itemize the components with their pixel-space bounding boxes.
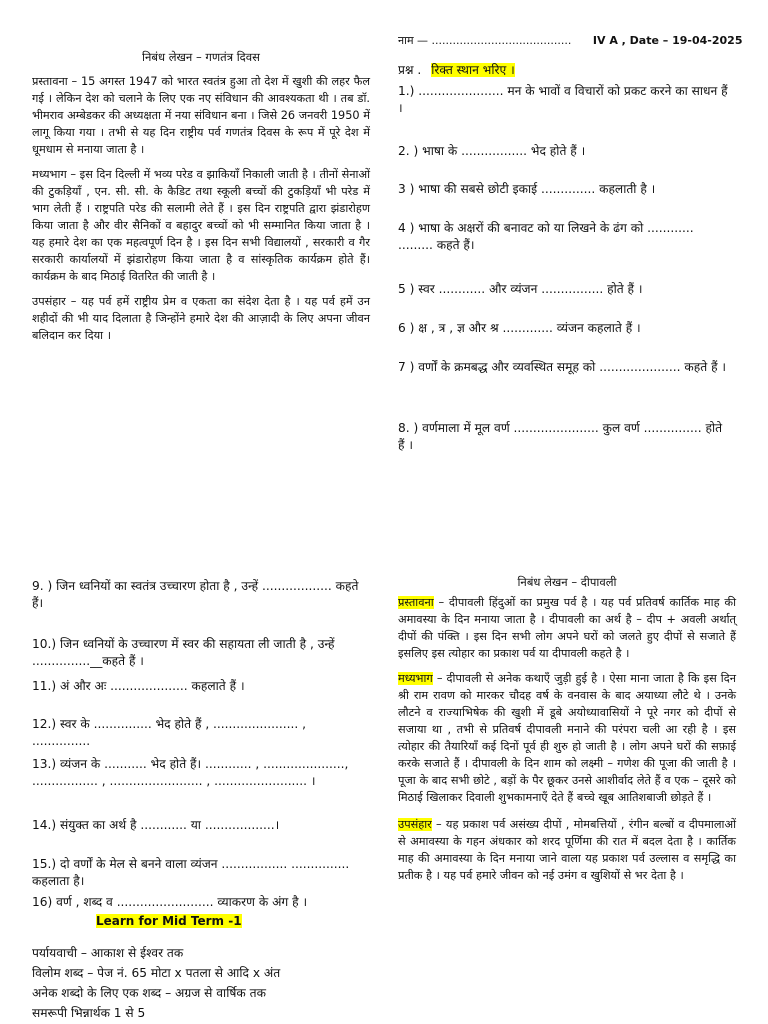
essay-republic-day [32, 50, 370, 344]
essay1-middle: मध्यभाग – इस दिन दिल्ली में भव्य परेड व झाकियाँ निकाली जाती है । तीनों सेनाओं की टुकड़ियाँ , एन. सी. सी. के कैडिट तथा स्कूली बच्चों की टुकड़ियाँ भी परेड में भाग लेती हैं । राष्ट्रपति परेड की सलामी लेते हैं । इस दिन राष्ट्रपति द्वारा झंडारोहण किया जाता है और वीर सैनिकों व बहादुर बच्चों को भी सम्मानित किया जाता है । यह हमारे देश का एक महत्वपूर्ण दिन है । इस दिन सभी विद्यालयों , सरकारी व गैर सरकारी कार्यालयों में झंडारोहण किया जाता है व सांस्कृतिक कार्यक्रम होते हैं। कार्यक्रम के बाद मिठाई वितरित की जाती है । [32, 168, 370, 283]
question-9: 9. ) जिन ध्वनियों का स्वतंत्र उच्चारण होता है , उन्हें .................. कहते हैं। [32, 579, 359, 610]
essay2-middle-label: मध्यभाग [398, 672, 433, 685]
class-date: IV A , Date – 19-04-2025 [592, 34, 743, 47]
question-12: 12.) स्वर के ............... भेद होते हैं , ...................... , ............... [32, 717, 307, 748]
essay2-conclusion-label: उपसंहार [398, 818, 432, 831]
question-11: 11.) अं और अः .................... कहलाते हैं । [32, 679, 245, 693]
header [398, 33, 758, 48]
question-6: 6 ) क्ष , त्र , ज्ञ और श्र ............. व्यंजन कहलाते हैं । [398, 321, 641, 335]
questions-heading [398, 62, 515, 79]
question-5: 5 ) स्वर ............ और व्यंजन ................ होते हैं । [398, 282, 643, 296]
mid-term-list [32, 943, 372, 1023]
mid-term-line: पर्यायवाची – आकाश से ईश्वर तक [32, 946, 184, 960]
question-16: 16) वर्ण , शब्द व ......................... व्याकरण के अंग है । [32, 895, 308, 909]
essay2-title: निबंध लेखन – दीपावली [517, 575, 617, 589]
essay1-conclusion: उपसंहार – यह पर्व हमें राष्ट्रीय प्रेम व एकता का संदेश देता है । यह पर्व हमें उन शहीदों की भी याद दिलाता है जिन्होंने हमारे देश की आज़ादी के लिए अपना जीवन बलिदान कर दिया । [32, 295, 370, 342]
name-line: नाम — ........................................ [398, 34, 572, 47]
question-4: 4 ) भाषा के अक्षरों की बनावट को या लिखने के ढंग को ............ ......... कहते हैं। [398, 221, 694, 252]
question-14: 14.) संयुक्त का अर्थ है ............ या ..................। [32, 818, 280, 832]
essay1-intro: प्रस्तावना – 15 अगस्त 1947 को भारत स्वतंत्र हुआ तो देश में खुशी की लहर फैल गई । लेकिन देश को चलाने के लिए एक नए संविधान की आवश्यकता थी । तब डॉ. भीमराव अम्बेडकर की अध्यक्षता में नया संविधान बना । जिसे 26 जनवरी 1950 में लागू किया गया । तभी से यह दिन राष्ट्रीय पर्व गणतंत्र दिवस के रूप में पूरे देश में धूमधाम से मनाया जाता है । [32, 75, 370, 156]
essay2-conclusion: उपसंहार – यह प्रकाश पर्व असंख्य दीपों , मोमबत्तियों , रंगीन बल्बों व दीपमालाओं से अमावस्या के गहन अंधकार को शरद पूर्णिमा की रात में बदल देता है । कार्तिक माह की अमावस्या के दिन मनाया जाने वाला यह प्रकाश पर्व उल्लास व समृद्धि का प्रतीक है । यह पर्व हमारे जीवन को नई उमंग व खुशियों से भर देता है । [398, 818, 736, 882]
mid-term-line: विलोम शब्द – पेज नं. 65 मोटा x पतला से आदि x अंत [32, 966, 281, 980]
question-2: 2. ) भाषा के ................. भेद होते हैं । [398, 144, 586, 158]
essay-diwali [398, 575, 736, 884]
essay1-title: निबंध लेखन – गणतंत्र दिवस [142, 50, 260, 64]
question-10: 10.) जिन ध्वनियों के उच्चारण में स्वर की सहायता ली जाती है , उन्हें ...............__कहते हैं । [32, 637, 335, 668]
mid-term-line: अनेक शब्दो के लिए एक शब्द – अग्रज से वार्षिक तक [32, 986, 266, 1000]
question-7: 7 ) वर्णों के क्रमबद्ध और व्यवस्थित समूह को ..................... कहते हैं । [398, 360, 727, 374]
question-13: 13.) व्यंजन के ........... भेद होते हैं। ............ , ....................., ................. , ........................ , ........................ । [32, 757, 349, 788]
question-1: 1.) ...................... मन के भावों व विचारों को प्रकट करने का साधन हैं । [398, 84, 728, 115]
questions-highlight: रिक्त स्थान भरिए । [431, 63, 515, 77]
essay2-intro-label: प्रस्तावना [398, 596, 434, 609]
mid-term-label: Learn for Mid Term -1 [96, 914, 242, 928]
mid-term-line: समरूपी भिन्नार्थक 1 से 5 [32, 1006, 146, 1020]
question-3: 3 ) भाषा की सबसे छोटी इकाई .............. कहलाती है । [398, 182, 656, 196]
question-8: 8. ) वर्णमाला में मूल वर्ण ...................... कुल वर्ण ............... होते हैं । [398, 421, 723, 452]
essay2-middle: मध्यभाग – दीपावली से अनेक कथाएँ जुड़ी हुई है । ऐसा माना जाता है कि इस दिन श्री राम रावण को मारकर चौदह वर्ष के वनवास के बाद अयाध्या लौटे थे । उनके लौटने व राज्याभिषेक की खुशी में डूबे अयोध्यावासियों ने पूरे नगर को दीपों से सजाया था , तभी से प्रतिवर्ष दीपावली मनाने की परंपरा चली आ रही है । इस त्योहार की तैयारियाँ कई दिनों पूर्व ही शुरु हो जाती है । लोग अपने घरों की सफ़ाई करके सजाते हैं । दीपावली के दिन शाम को लक्ष्मी – गणेश की पूजा की जाती है । पूजा के बाद सभी छोटे , बड़ों के पैर छूकर उनसे आशीर्वाद लेते हैं व एक – दूसरे को मिठाई खिलाकर दिवाली शुभकामनाएँ देते हैं बच्चे खूब आतिशबाजी छोड़ते हैं । [398, 672, 736, 804]
essay2-intro: प्रस्तावना – दीपावली हिंदुओं का प्रमुख पर्व है । यह पर्व प्रतिवर्ष कार्तिक माह की अमावस्या के दिन मनाया जाता है । दीपावली का अर्थ है – दीप + अवली अर्थात् दीपों की पंक्ति । इस दिन सभी लोग अपने घरों को जलते हुए दीपों से सजाते हैं इसलिए इस त्योहार का प्रकाश पर्व या दीपावली कहते है । [398, 596, 736, 660]
questions-prefix: प्रश्न . [398, 63, 422, 77]
question-15: 15.) दो वर्णों के मेल से बनने वाला व्यंजन ................. ............... कहलाता है। [32, 857, 350, 888]
